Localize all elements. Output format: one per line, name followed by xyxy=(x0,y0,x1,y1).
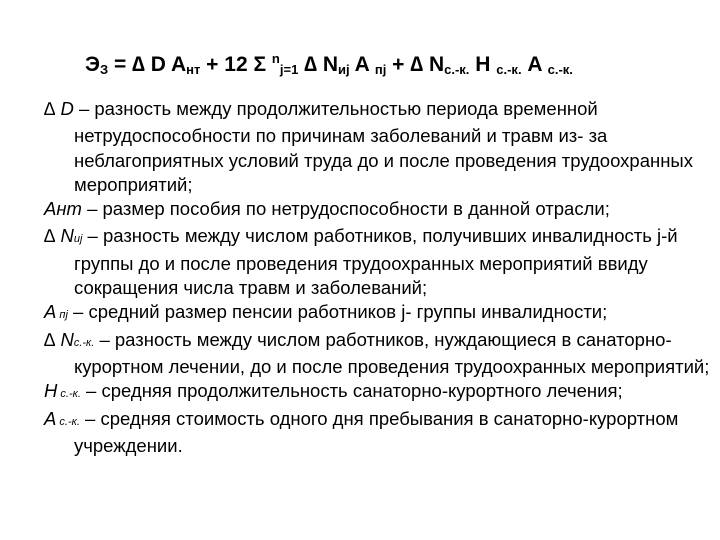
formula-term-3: A xyxy=(349,53,375,76)
formula-term-3-sub: пj xyxy=(374,62,387,77)
definition-a-sk xyxy=(44,407,716,459)
definition-symbol: A xyxy=(44,407,57,429)
definition-text: – разность между числом работников, получивших инвалидность j-й группы до и после проведения трудоохранных мероприятий ввиду сокращения числа травм и заболеваний; xyxy=(74,225,678,299)
definition-delta-n-ij xyxy=(44,224,716,300)
formula-term-5-sub: с.-к. xyxy=(496,62,522,77)
definition-h-sk xyxy=(44,379,716,406)
definition-text: – средний размер пенсии работников j- группы инвалидности; xyxy=(67,301,608,323)
formula xyxy=(85,44,715,85)
formula-eq: = xyxy=(108,53,133,76)
definitions-list xyxy=(44,97,716,458)
formula-sum-sign: + 12 Σ xyxy=(200,53,272,76)
formula-term-6-sub: с.-к. xyxy=(547,62,573,77)
definition-text: – средняя продолжительность санаторно-курортного лечения; xyxy=(80,380,623,402)
definition-symbol-sub: с.-к. xyxy=(73,336,95,349)
definition-symbol: H xyxy=(44,380,58,402)
definition-symbol: ∆ N xyxy=(44,328,74,350)
formula-term-4: + ∆ N xyxy=(386,53,445,76)
definition-delta-n-sk xyxy=(44,328,716,380)
formula-lhs-sub: З xyxy=(99,62,109,77)
definition-text: – разность между продолжительностью периода временной нетрудоспособности по причинам заболеваний и травм из- за неблагоприятных условий труда до и после проведения трудоохранных мероприятий; xyxy=(73,98,693,195)
definition-symbol: ∆ D xyxy=(44,98,74,119)
formula-term-6: A xyxy=(521,53,548,76)
formula-term-1: ∆ D A xyxy=(132,53,187,76)
definition-a-nt xyxy=(44,197,716,224)
formula-sum-lower: j=1 xyxy=(279,62,299,77)
definition-symbol-sub: иj xyxy=(73,233,83,246)
definition-symbol-sub: с.-к. xyxy=(56,415,80,428)
formula-sum-upper: n xyxy=(271,51,280,66)
definition-text: – разность между числом работников, нуждающиеся в санаторно-курортном лечении, до и после проведения трудоохранных мероприятий; xyxy=(74,328,710,377)
formula-lhs: Э xyxy=(85,53,100,76)
definition-symbol: A xyxy=(44,301,57,323)
definition-text: – средняя стоимость одного дня пребывания в санаторно-курортном учреждении. xyxy=(74,407,679,456)
definition-a-pj xyxy=(44,300,716,327)
definition-symbol: Aнт xyxy=(44,198,82,220)
definition-delta-d xyxy=(44,97,716,197)
definition-symbol-sub: с.-к. xyxy=(57,388,81,401)
definition-symbol-sub: пj xyxy=(56,309,68,322)
formula-term-2: ∆ N xyxy=(298,53,338,76)
definition-text: – размер пособия по нетрудоспособности в данной отрасли; xyxy=(81,198,610,220)
formula-term-4-sub: с.-к. xyxy=(444,62,470,77)
formula-term-5: H xyxy=(469,53,497,76)
formula-term-1-sub: нт xyxy=(186,62,201,77)
definition-symbol: ∆ N xyxy=(44,225,74,247)
formula-term-2-sub: иj xyxy=(337,62,350,77)
